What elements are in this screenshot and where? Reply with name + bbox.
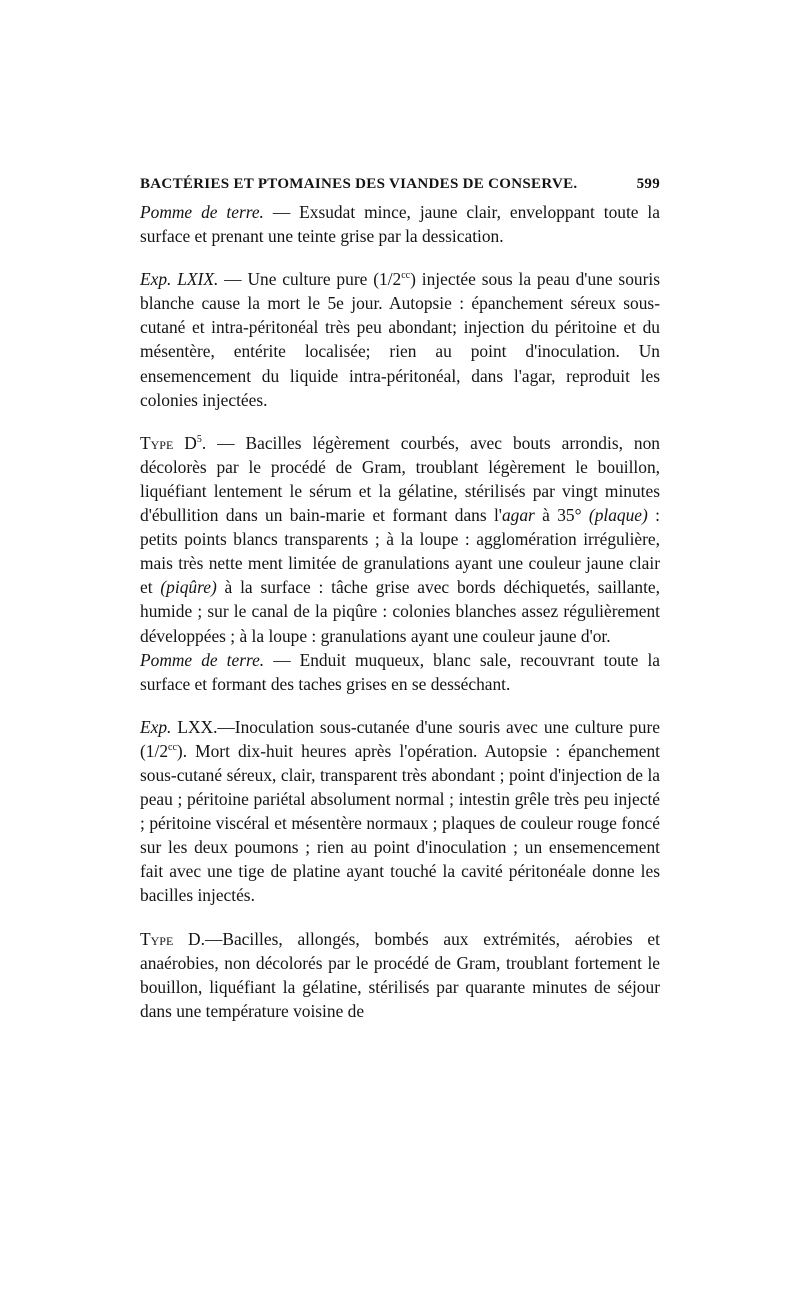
- paragraph-pomme-de-terre-2: [140, 648, 660, 696]
- paragraph-text: — Enduit muqueux, blanc sale, recouvrant toute la surface et formant des taches grises en se desséchant.: [140, 649, 660, 694]
- paragraph-exp-lxix: [140, 267, 660, 412]
- paragraph-italic: agar: [501, 505, 535, 526]
- paragraph-text: ) injectée sous la peau d'une souris blanche cause la mort le 5e jour. Autopsie : épanchement séreux sous-cutané et intra-péritonéal très peu abondant; injection du péritoine et du mésentère, entérite localisée; rien au point d'inoculation. Un ensemencement du liquide intra-péritonéal, dans l'agar, reproduit les colonies injectées.: [140, 269, 660, 410]
- paragraph-label: Type D.: [140, 928, 205, 949]
- paragraph-label: Pomme de terre.: [140, 202, 264, 222]
- paragraph-text: LXX.—Inoculation sous-cutanée d'une souris avec une culture pure (1/2: [140, 716, 660, 761]
- superscript-unit: cc: [168, 742, 177, 754]
- superscript-unit: cc: [401, 270, 411, 282]
- paragraph-italic: (plaque): [588, 505, 648, 526]
- paragraph-italic: (piqûre): [160, 577, 217, 598]
- paragraph-text: — Exsudat mince, jaune clair, enveloppant toute la surface et prenant une teinte grise par la dessication.: [140, 202, 660, 247]
- running-header: [140, 172, 660, 196]
- paragraph-exp-lxx: [140, 715, 660, 908]
- paragraph-label: Type D: [140, 432, 197, 453]
- paragraph-label: Exp.: [140, 716, 172, 737]
- paragraph-text: — Une culture pure (1/2: [218, 269, 402, 290]
- paragraph-pomme-de-terre-1: [140, 200, 660, 248]
- paragraph-label: Exp. LXIX.: [140, 269, 219, 290]
- paragraph-text: . — Bacilles légèrement courbés, avec bouts arrondis, non décolorès par le procédé de Gram, troublant légèrement le bouillon, liquéfiant lentement le sérum et la gélatine, stérilisés par vingt minutes d'ébullition dans un bain-marie et formant dans l': [140, 432, 660, 526]
- superscript-label: 5: [196, 433, 202, 445]
- paragraph-text: ). Mort dix-huit heures après l'opération. Autopsie : épanchement sous-cutané séreux, clair, transparent très abondant ; point d'injection de la peau ; péritoine pariétal absolument normal ; intestin grêle très peu injecté ; péritoine viscéral et mésentère normaux ; plaques de couleur rouge foncé sur les deux poumons ; rien au point d'inoculation ; un ensemencement fait avec une tige de platine ayant touché la cavité péritonéale donne les bacilles injectés.: [140, 740, 660, 906]
- paragraph-type-d5: [140, 431, 660, 648]
- paragraph-label: Pomme de terre.: [140, 649, 265, 670]
- paragraph-text: —Bacilles, allongés, bombés aux extrémités, aérobies et anaérobies, non décolorés par le procédé de Gram, troublant fortement le bouillon, liquéfiant la gélatine, stérilisés par quarante minutes de séjour dans une température voisine de: [140, 928, 660, 1021]
- page-number: 599: [636, 176, 660, 192]
- paragraph-text: : petits points blancs transparents ; à la loupe : agglomération irrégulière, mais très nette ment limitée de granulations ayant une couleur jaune clair et: [140, 505, 661, 598]
- running-title: BACTÉRIES ET PTOMAINES DES VIANDES DE CONSERVE.: [140, 176, 578, 192]
- paragraph-text: à 35°: [534, 505, 589, 526]
- book-page: [140, 172, 660, 1023]
- paragraph-text: à la surface : tâche grise avec bords déchiquetés, saillante, humide ; sur le canal de la piqûre : colonies blanches assez régulièrement développées ; à la loupe : granulations ayant une couleur jaune d'or.: [140, 577, 661, 646]
- paragraph-type-d: [140, 927, 660, 1023]
